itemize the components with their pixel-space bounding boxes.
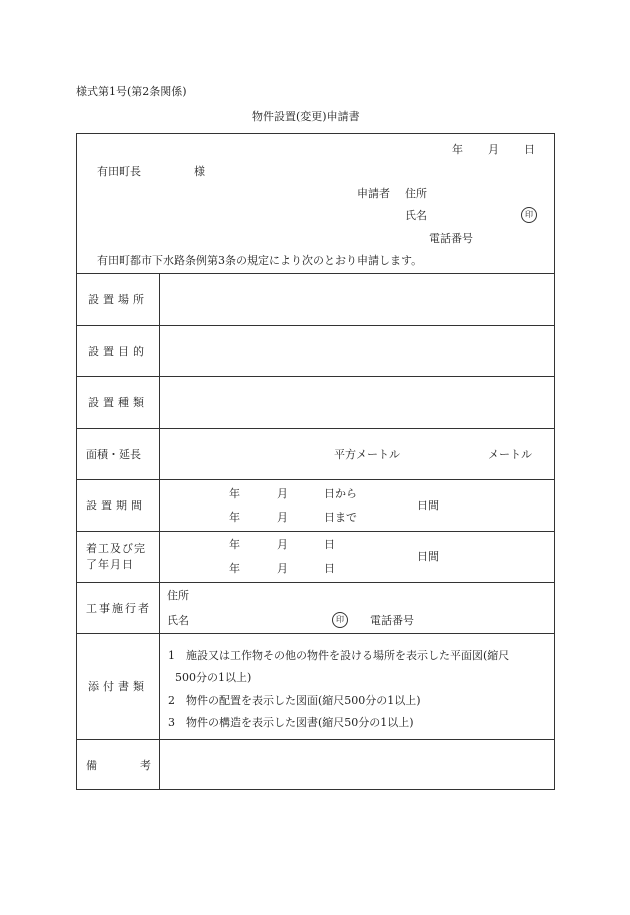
period-to-day: 日まで: [324, 511, 357, 524]
applicant-label: 申請者: [357, 187, 390, 200]
construction-start-day: 日: [324, 538, 335, 551]
date-year: 年: [452, 143, 463, 156]
application-statement: 有田町都市下水路条例第3条の規定により次のとおり申請します。: [97, 254, 423, 267]
applicant-address-label: 住所: [405, 187, 427, 200]
label-attachments: 添付書類: [88, 680, 148, 693]
contractor-address-label: 住所: [167, 589, 189, 602]
construction-end-month: 月: [277, 562, 288, 575]
period-from-month: 月: [277, 487, 288, 500]
applicant-name-label: 氏名: [405, 209, 427, 222]
row-divider: [76, 273, 555, 274]
applicant-seal-icon: 印: [521, 207, 537, 223]
label-purpose: 設置目的: [88, 345, 148, 358]
row-divider: [76, 739, 555, 740]
column-divider: [159, 273, 160, 790]
contractor-seal-icon: 印: [332, 612, 348, 628]
applicant-phone-label: 電話番号: [429, 232, 473, 245]
period-days: 日間: [417, 499, 439, 512]
row-divider: [76, 376, 555, 377]
date-month: 月: [488, 143, 499, 156]
attachment-item: 500分の1以上): [175, 671, 252, 684]
area-unit-meter: メートル: [488, 448, 532, 461]
row-divider: [76, 531, 555, 532]
contractor-name-label: 氏名: [167, 614, 189, 627]
label-type: 設置種類: [88, 396, 148, 409]
period-to-year: 年: [229, 511, 240, 524]
page-title: 物件設置(変更)申請書: [252, 110, 360, 123]
label-period: 設置期間: [86, 499, 146, 512]
period-from-day: 日から: [324, 487, 357, 500]
label-construction-line2: 了年月日: [86, 558, 134, 571]
construction-end-year: 年: [229, 562, 240, 575]
construction-end-day: 日: [324, 562, 335, 575]
label-construction-line1: 着工及び完: [86, 542, 146, 555]
row-divider: [76, 633, 555, 634]
label-contractor: 工事施行者: [86, 602, 151, 615]
label-remarks-char2: 考: [140, 759, 151, 772]
area-unit-square-meter: 平方メートル: [334, 448, 400, 461]
period-from-year: 年: [229, 487, 240, 500]
form-number: 様式第1号(第2条関係): [76, 85, 187, 98]
row-divider: [76, 325, 555, 326]
label-area: 面積・延長: [86, 448, 141, 461]
attachment-item: 2 物件の配置を表示した図面(縮尺500分の1以上): [168, 694, 421, 707]
contractor-phone-label: 電話番号: [370, 614, 414, 627]
label-remarks-char1: 備: [86, 759, 97, 772]
construction-days: 日間: [417, 550, 439, 563]
addressee: 有田町長: [97, 165, 141, 178]
row-divider: [76, 428, 555, 429]
period-to-month: 月: [277, 511, 288, 524]
row-divider: [76, 582, 555, 583]
label-location: 設置場所: [88, 293, 148, 306]
attachment-item: 1 施設又は工作物その他の物件を設ける場所を表示した平面図(縮尺: [168, 649, 510, 662]
honorific: 様: [194, 165, 205, 178]
row-divider: [76, 479, 555, 480]
attachment-item: 3 物件の構造を表示した図書(縮尺50分の1以上): [168, 716, 414, 729]
construction-start-month: 月: [277, 538, 288, 551]
construction-start-year: 年: [229, 538, 240, 551]
date-day: 日: [524, 143, 535, 156]
